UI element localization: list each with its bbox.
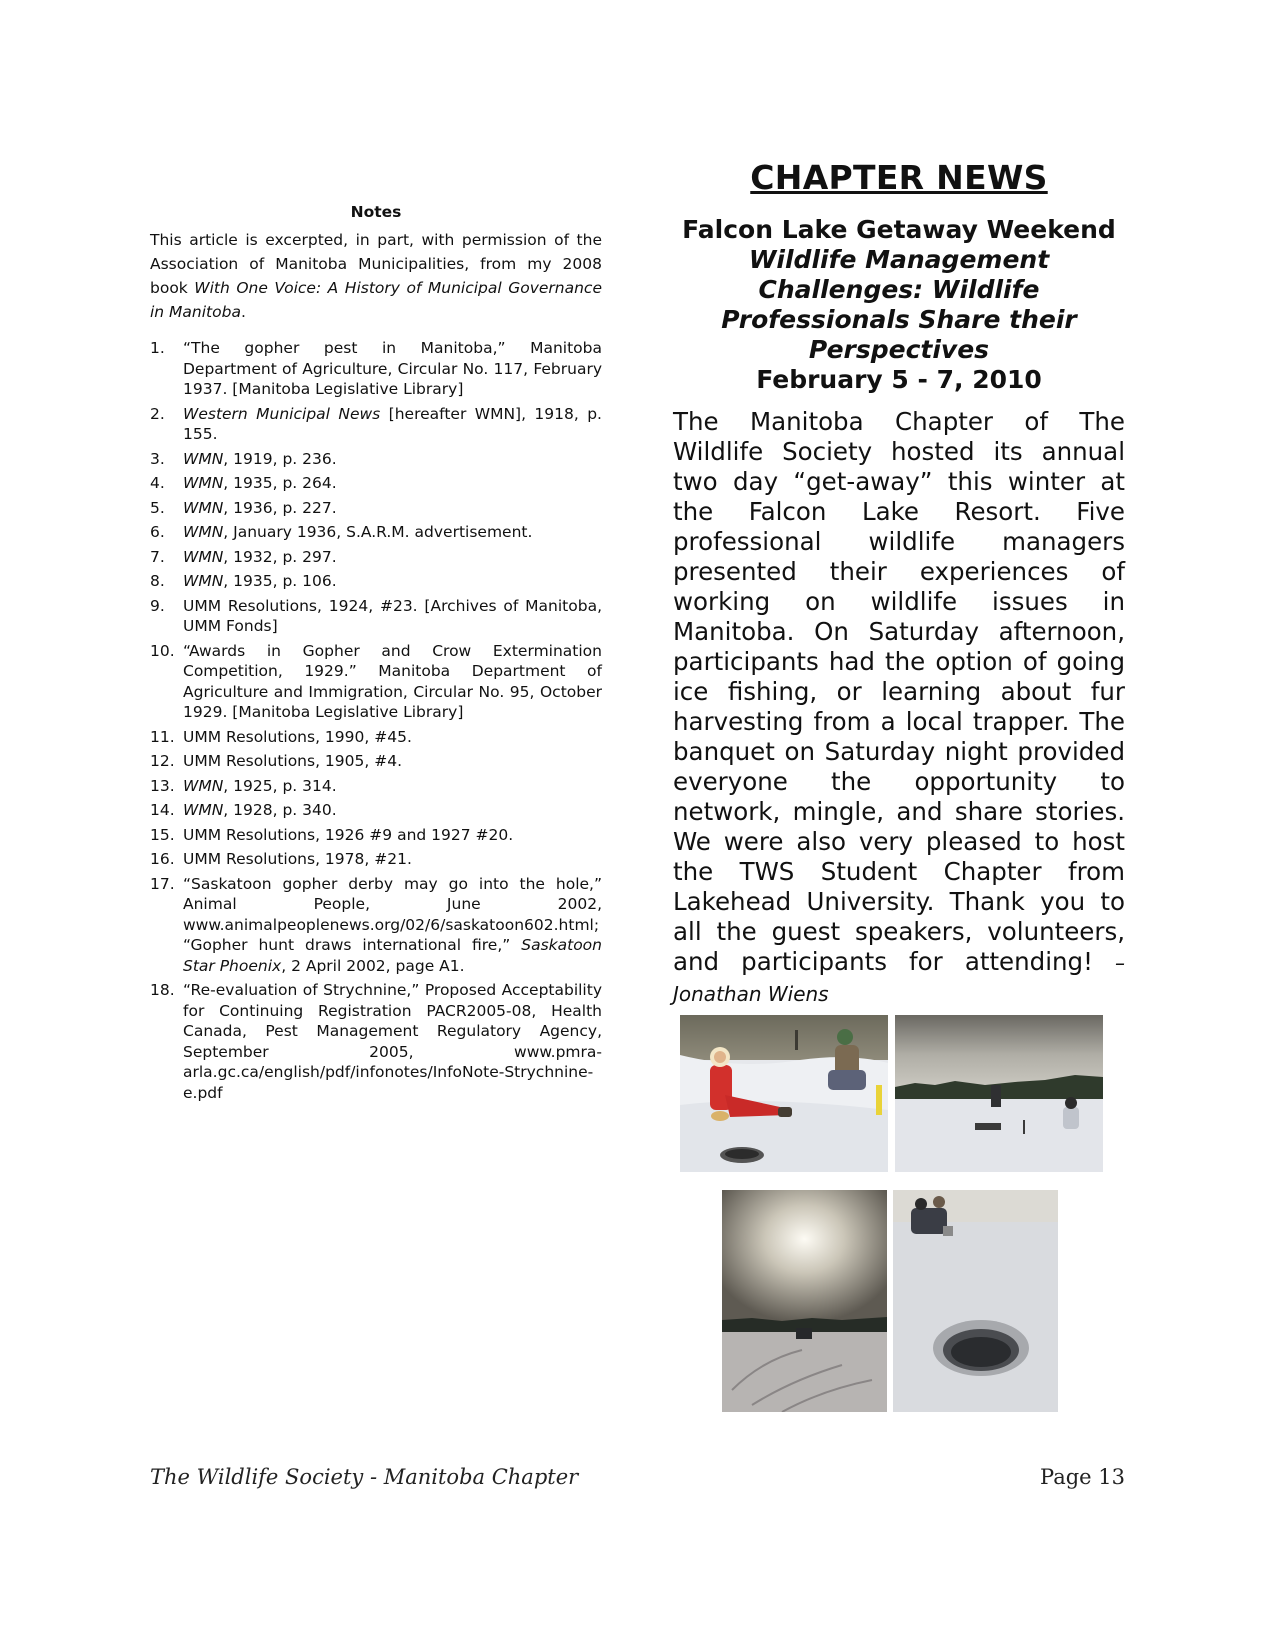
note-item: 8. WMN, 1935, p. 106. — [150, 572, 337, 590]
photo-ice-fishing-red-suit — [680, 1015, 888, 1172]
note-item: 16. UMM Resolutions, 1978, #21. — [150, 850, 412, 868]
note-item: 13. WMN, 1925, p. 314. — [150, 776, 337, 795]
note-item: 4. WMN, 1935, p. 264. — [150, 474, 337, 492]
note-item: 7. WMN, 1932, p. 297. — [150, 547, 337, 566]
photo-ice-hole — [893, 1190, 1058, 1412]
note-item: 18. “Re-evaluation of Strychnine,” Proposed Acceptability for Continuing Registration PACR2005-08, Health Canada, Pest Management Regulatory Agency, September 2005, www.pmra-arla.gc.ca/english/pdf/infonotes/InfoNote-Strychnine-e.pdf — [150, 981, 602, 1102]
note-item: 15. UMM Resolutions, 1926 #9 and 1927 #20. — [150, 825, 514, 844]
notes-intro: This article is excerpted, in part, with permission of the Association of Manitoba Municipalities, from my 2008 book With One Voice: A History of Municipal Governance in Manitoba. — [150, 231, 602, 321]
event-dates: February 5 - 7, 2010 — [756, 365, 1042, 394]
photo-frozen-lake-fishers — [895, 1015, 1103, 1172]
footer-page-number: Page 13 — [1040, 1465, 1125, 1489]
notes-section — [150, 200, 602, 1107]
note-item: 14. WMN, 1928, p. 340. — [150, 801, 337, 819]
section-title: CHAPTER NEWS — [750, 158, 1048, 197]
photo-lake-sunset-tracks — [722, 1190, 887, 1412]
chapter-news-section — [673, 158, 1125, 1009]
footer-publication: The Wildlife Society - Manitoba Chapter — [150, 1465, 579, 1489]
article-author: – Jonathan Wiens — [673, 951, 1125, 1006]
notes-list — [150, 338, 602, 1103]
article-body: The Manitoba Chapter of The Wildlife Society hosted its annual two day “get-away” this winter at the Falcon Lake Resort. Five professional wildlife managers presented their experiences of working on wildlife issues in Manitoba. On Saturday afternoon, participants had the option of going ice fishing, or learning about fur harvesting from a local trapper. The banquet on Saturday night provided everyone the opportunity to network, mingle, and share stories. We were also very pleased to host the TWS Student Chapter from Lakehead University. Thank you to all the guest speakers, volunteers, and participants for attending! – Jonathan Wiens — [673, 407, 1125, 1006]
note-item: 3. WMN, 1919, p. 236. — [150, 449, 337, 468]
event-subtitle: Wildlife Management Challenges: Wildlife Professionals Share their Perspectives — [721, 245, 1077, 364]
notes-title: Notes — [350, 203, 402, 221]
note-item: 9. UMM Resolutions, 1924, #23. [Archives of Manitoba, UMM Fonds] — [150, 596, 602, 635]
note-item: 6. WMN, January 1936, S.A.R.M. advertisement. — [150, 523, 533, 541]
note-item: 12. UMM Resolutions, 1905, #4. — [150, 752, 403, 770]
note-item: 5. WMN, 1936, p. 227. — [150, 498, 337, 517]
note-item: 1. “The gopher pest in Manitoba,” Manitoba Department of Agriculture, Circular No. 117, February 1937. [Manitoba Legislative Library] — [150, 339, 602, 398]
note-item: 10. “Awards in Gopher and Crow Extermination Competition, 1929.” Manitoba Department of Agriculture and Immigration, Circular No. 95, October 1929. [Manitoba Legislative Library] — [150, 641, 602, 721]
event-headline — [673, 215, 1125, 395]
event-title: Falcon Lake Getaway Weekend — [682, 215, 1116, 244]
note-item: 17. “Saskatoon gopher derby may go into the hole,” Animal People, June 2002, www.animalpeoplenews.org/02/6/saskatoon602.html; “Gopher hunt draws international fire,” Saskatoon Star Phoenix, 2 April 2002, page A1. — [150, 874, 602, 975]
note-item: 11. UMM Resolutions, 1990, #45. — [150, 727, 412, 746]
note-item: 2. Western Municipal News [hereafter WMN], 1918, p. 155. — [150, 404, 602, 443]
